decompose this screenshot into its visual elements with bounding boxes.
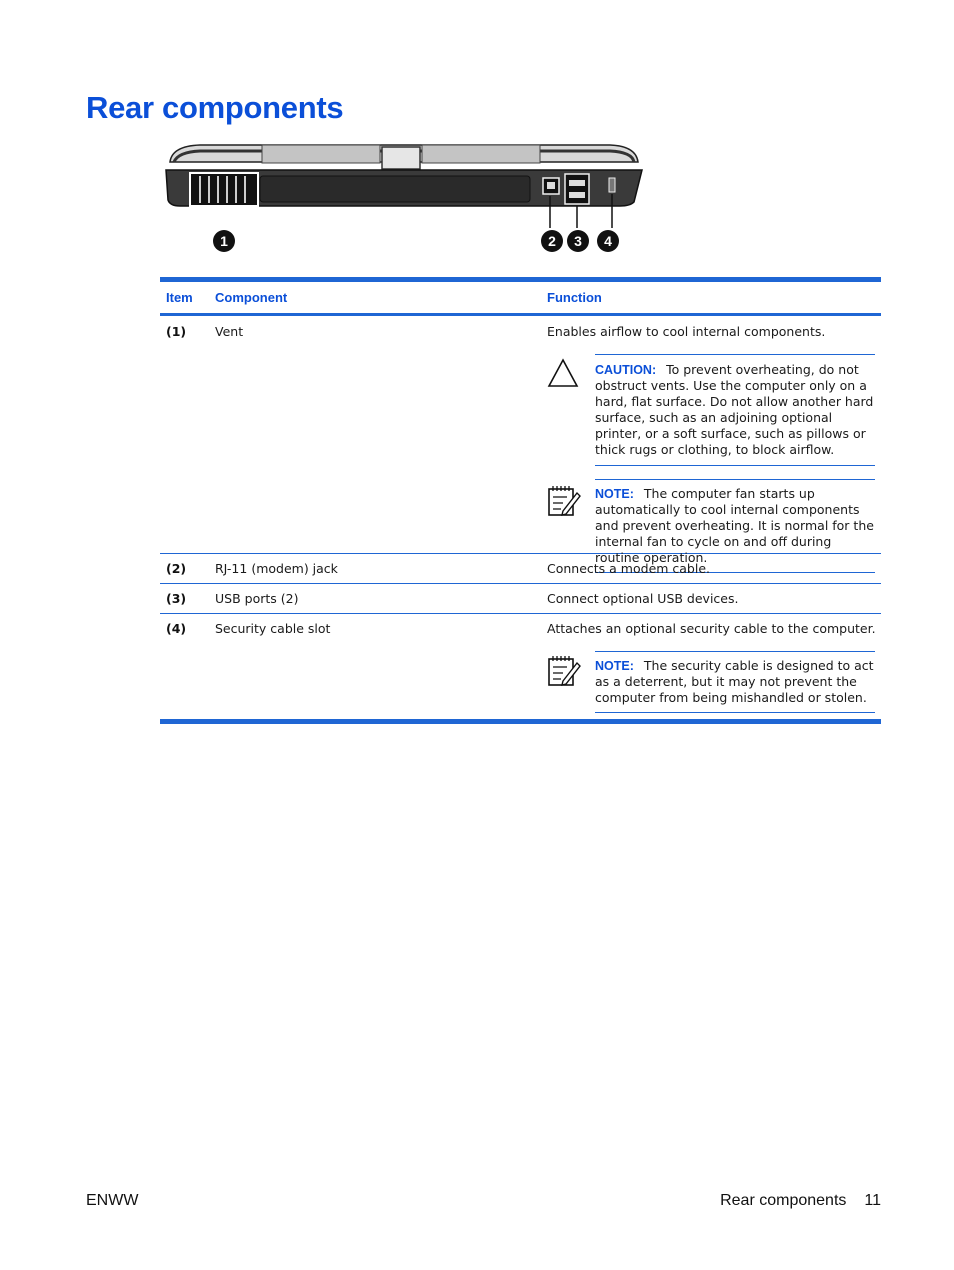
page-title: Rear components bbox=[86, 90, 344, 125]
row-component: Vent bbox=[215, 324, 244, 339]
row-item: (2) bbox=[166, 561, 187, 576]
callout-3 bbox=[567, 230, 589, 252]
callout-2 bbox=[541, 230, 563, 252]
table-row bbox=[160, 316, 881, 565]
table-row bbox=[160, 584, 881, 613]
caution-label: CAUTION: bbox=[595, 363, 657, 377]
svg-text:2: 2 bbox=[548, 233, 556, 249]
note-pad-icon bbox=[547, 483, 581, 517]
note-text: The security cable is designed to act as a deterrent, but it may not prevent the computer from being mishandled or stolen. bbox=[595, 658, 874, 705]
note-text: The computer fan starts up automatically to cool internal components and prevent overheating. It is normal for the internal fan to cycle on and off during routine operation. bbox=[595, 486, 874, 565]
callout-1 bbox=[213, 230, 235, 252]
header-item: Item bbox=[166, 290, 193, 305]
callout-4 bbox=[597, 230, 619, 252]
footer-section: Rear components bbox=[720, 1192, 847, 1209]
row-component: Security cable slot bbox=[215, 621, 331, 636]
usb-ports-icon bbox=[565, 174, 589, 204]
row-item: (4) bbox=[166, 621, 187, 636]
note-pad-icon bbox=[547, 653, 581, 687]
table-bottom-rule bbox=[160, 719, 881, 724]
note-block bbox=[547, 479, 881, 573]
table-header bbox=[160, 282, 881, 313]
row-component: RJ-11 (modem) jack bbox=[215, 561, 338, 576]
svg-text:4: 4 bbox=[604, 233, 612, 249]
rj11-jack-icon bbox=[543, 178, 559, 194]
laptop-rear-view bbox=[160, 140, 650, 262]
caution-triangle-icon bbox=[547, 358, 579, 388]
header-component: Component bbox=[215, 290, 288, 305]
note-label: NOTE: bbox=[595, 487, 634, 501]
row-function: Enables airflow to cool internal components. bbox=[547, 324, 826, 339]
row-function: Connects a modem cable. bbox=[547, 561, 711, 576]
components-table bbox=[160, 277, 881, 724]
row-item: (3) bbox=[166, 591, 187, 606]
svg-text:3: 3 bbox=[574, 233, 582, 249]
caution-text: To prevent overheating, do not obstruct vents. Use the computer only on a hard, flat surface. Do not allow another hard surface, such as an adjoining optional printer, or a soft surface, such as pillows or thick rugs or clothing, to block airflow. bbox=[595, 362, 874, 457]
footer-right bbox=[720, 1192, 881, 1210]
caution-block bbox=[547, 354, 881, 466]
row-item: (1) bbox=[166, 324, 187, 339]
note-block bbox=[547, 651, 881, 713]
header-function: Function bbox=[547, 290, 602, 305]
security-slot-icon bbox=[609, 178, 615, 192]
row-function: Connect optional USB devices. bbox=[547, 591, 739, 606]
row-function: Attaches an optional security cable to the computer. bbox=[547, 621, 876, 636]
page-number: 11 bbox=[864, 1192, 881, 1209]
vent-icon bbox=[190, 173, 258, 206]
row-component: USB ports (2) bbox=[215, 591, 299, 606]
table-row bbox=[160, 614, 881, 719]
note-label: NOTE: bbox=[595, 659, 634, 673]
footer-left: ENWW bbox=[86, 1192, 139, 1209]
svg-text:1: 1 bbox=[220, 233, 228, 249]
